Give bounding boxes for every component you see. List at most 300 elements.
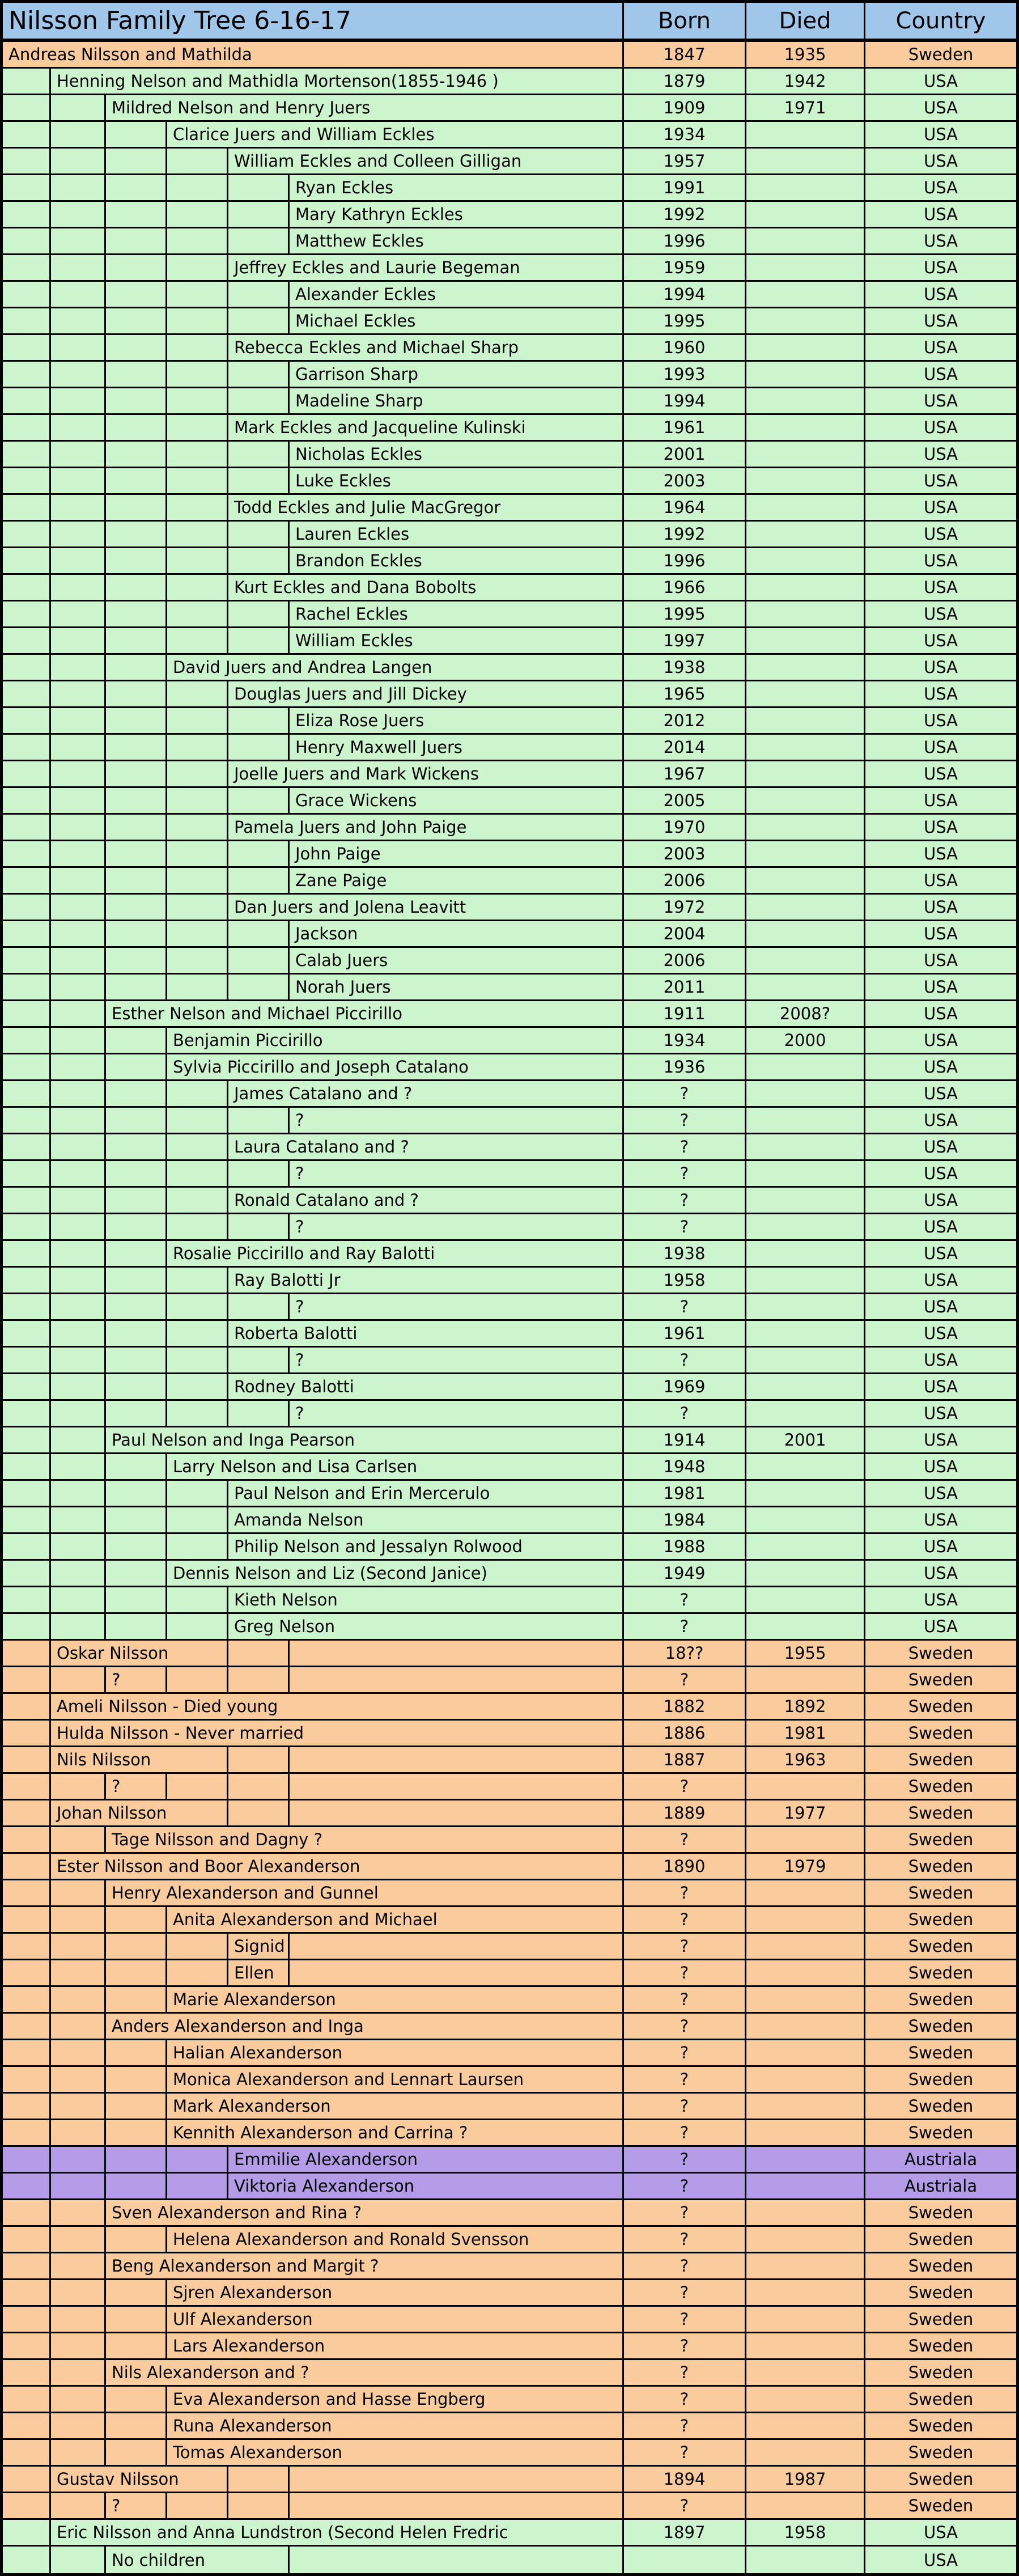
indent-cell[interactable] [106, 468, 167, 495]
died-cell[interactable] [746, 841, 865, 868]
empty-cell[interactable] [228, 1747, 290, 1774]
name-cell[interactable]: Ryan Eckles [290, 175, 624, 202]
indent-cell[interactable] [51, 2227, 106, 2253]
indent-cell[interactable] [51, 815, 106, 841]
country-cell[interactable]: USA [865, 841, 1016, 868]
name-cell[interactable]: Eric Nilsson and Anna Lundstron (Second Helen Fredric [51, 2520, 624, 2547]
country-cell[interactable]: Sweden [865, 1721, 1016, 1747]
indent-cell[interactable] [51, 2387, 106, 2413]
born-cell[interactable]: ? [624, 1987, 746, 2014]
indent-cell[interactable] [106, 149, 167, 175]
died-cell[interactable] [746, 1188, 865, 1214]
indent-cell[interactable] [51, 1374, 106, 1401]
died-cell[interactable]: 1977 [746, 1800, 865, 1827]
born-cell[interactable]: ? [624, 1934, 746, 1960]
indent-cell[interactable] [167, 1374, 228, 1401]
country-cell[interactable]: Sweden [865, 2067, 1016, 2094]
born-cell[interactable]: ? [624, 2120, 746, 2147]
born-cell[interactable]: ? [624, 2147, 746, 2174]
name-cell[interactable]: Zane Paige [290, 868, 624, 895]
name-cell[interactable]: Anita Alexanderson and Michael [167, 1907, 624, 1934]
born-cell[interactable]: ? [624, 2253, 746, 2280]
indent-cell[interactable] [167, 1081, 228, 1108]
name-cell[interactable]: Hulda Nilsson - Never married [51, 1721, 624, 1747]
died-cell[interactable]: 1892 [746, 1694, 865, 1721]
born-cell[interactable]: 1909 [624, 95, 746, 122]
indent-cell[interactable] [167, 948, 228, 975]
indent-cell[interactable] [167, 708, 228, 735]
indent-cell[interactable] [3, 2493, 51, 2520]
born-cell[interactable]: ? [624, 2094, 746, 2120]
empty-cell[interactable] [228, 2493, 290, 2520]
country-cell[interactable]: Sweden [865, 1960, 1016, 1987]
empty-cell[interactable] [290, 1774, 624, 1800]
indent-cell[interactable] [3, 2094, 51, 2120]
country-cell[interactable]: USA [865, 1028, 1016, 1054]
indent-cell[interactable] [228, 975, 290, 1001]
indent-cell[interactable] [3, 2333, 51, 2360]
name-cell[interactable]: Emmilie Alexanderson [228, 2147, 624, 2174]
born-cell[interactable]: ? [624, 1108, 746, 1134]
country-cell[interactable]: Sweden [865, 2467, 1016, 2493]
indent-cell[interactable] [51, 735, 106, 761]
country-cell[interactable]: Sweden [865, 1854, 1016, 1880]
born-cell[interactable]: ? [624, 1880, 746, 1907]
indent-cell[interactable] [167, 788, 228, 815]
name-cell[interactable]: Paul Nelson and Erin Mercerulo [228, 1481, 624, 1507]
died-cell[interactable] [746, 1507, 865, 1534]
died-cell[interactable] [746, 308, 865, 335]
indent-cell[interactable] [106, 2094, 167, 2120]
indent-cell[interactable] [106, 308, 167, 335]
indent-cell[interactable] [106, 2147, 167, 2174]
indent-cell[interactable] [3, 1880, 51, 1907]
indent-cell[interactable] [3, 1960, 51, 1987]
indent-cell[interactable] [106, 122, 167, 149]
born-cell[interactable]: 1993 [624, 362, 746, 388]
indent-cell[interactable] [106, 1401, 167, 1427]
country-cell[interactable]: USA [865, 95, 1016, 122]
indent-cell[interactable] [3, 735, 51, 761]
indent-cell[interactable] [167, 308, 228, 335]
born-cell[interactable]: 1948 [624, 1454, 746, 1481]
indent-cell[interactable] [3, 1721, 51, 1747]
died-cell[interactable] [746, 122, 865, 149]
born-cell[interactable]: 2001 [624, 442, 746, 468]
born-cell[interactable]: ? [624, 2387, 746, 2413]
indent-cell[interactable] [106, 1481, 167, 1507]
indent-cell[interactable] [51, 681, 106, 708]
indent-cell[interactable] [228, 1401, 290, 1427]
born-cell[interactable]: 2005 [624, 788, 746, 815]
born-cell[interactable]: ? [624, 1188, 746, 1214]
died-cell[interactable] [746, 1268, 865, 1294]
country-cell[interactable]: USA [865, 362, 1016, 388]
indent-cell[interactable] [3, 2120, 51, 2147]
indent-cell[interactable] [106, 228, 167, 255]
indent-cell[interactable] [167, 468, 228, 495]
born-cell[interactable]: 2006 [624, 868, 746, 895]
born-cell[interactable]: 1960 [624, 335, 746, 362]
name-cell[interactable]: Matthew Eckles [290, 228, 624, 255]
indent-cell[interactable] [51, 149, 106, 175]
indent-cell[interactable] [3, 495, 51, 522]
indent-cell[interactable] [51, 1294, 106, 1321]
indent-cell[interactable] [228, 202, 290, 228]
name-cell[interactable]: ? [290, 1161, 624, 1188]
name-cell[interactable]: Rosalie Piccirillo and Ray Balotti [167, 1241, 624, 1268]
indent-cell[interactable] [106, 2040, 167, 2067]
indent-cell[interactable] [51, 388, 106, 415]
indent-cell[interactable] [106, 2387, 167, 2413]
country-cell[interactable]: Sweden [865, 2227, 1016, 2253]
indent-cell[interactable] [3, 1481, 51, 1507]
country-cell[interactable]: USA [865, 1507, 1016, 1534]
indent-cell[interactable] [51, 1108, 106, 1134]
indent-cell[interactable] [106, 681, 167, 708]
indent-cell[interactable] [106, 2440, 167, 2467]
indent-cell[interactable] [167, 815, 228, 841]
indent-cell[interactable] [228, 948, 290, 975]
name-cell[interactable]: Marie Alexanderson [167, 1987, 624, 2014]
indent-cell[interactable] [106, 1907, 167, 1934]
indent-cell[interactable] [106, 815, 167, 841]
indent-cell[interactable] [3, 868, 51, 895]
indent-cell[interactable] [51, 2493, 106, 2520]
name-cell[interactable]: Pamela Juers and John Paige [228, 815, 624, 841]
indent-cell[interactable] [106, 1374, 167, 1401]
indent-cell[interactable] [106, 2413, 167, 2440]
indent-cell[interactable] [3, 1001, 51, 1028]
indent-cell[interactable] [106, 282, 167, 308]
indent-cell[interactable] [3, 548, 51, 575]
died-cell[interactable] [746, 2547, 865, 2573]
indent-cell[interactable] [167, 255, 228, 282]
name-cell[interactable]: Ester Nilsson and Boor Alexanderson [51, 1854, 624, 1880]
name-cell[interactable]: James Catalano and ? [228, 1081, 624, 1108]
born-cell[interactable]: ? [624, 2333, 746, 2360]
country-cell[interactable]: Sweden [865, 2440, 1016, 2467]
died-cell[interactable] [746, 921, 865, 948]
indent-cell[interactable] [3, 1374, 51, 1401]
indent-cell[interactable] [3, 1054, 51, 1081]
born-cell[interactable]: 1934 [624, 122, 746, 149]
indent-cell[interactable] [167, 1321, 228, 1348]
born-cell[interactable]: 18?? [624, 1641, 746, 1667]
died-cell[interactable] [746, 1348, 865, 1374]
born-cell[interactable]: 2006 [624, 948, 746, 975]
died-cell[interactable] [746, 522, 865, 548]
died-cell[interactable]: 1958 [746, 2520, 865, 2547]
indent-cell[interactable] [3, 1907, 51, 1934]
died-cell[interactable] [746, 335, 865, 362]
country-cell[interactable]: USA [865, 1321, 1016, 1348]
died-cell[interactable] [746, 2387, 865, 2413]
indent-cell[interactable] [3, 1614, 51, 1641]
indent-cell[interactable] [51, 522, 106, 548]
indent-cell[interactable] [3, 175, 51, 202]
indent-cell[interactable] [106, 1960, 167, 1987]
born-cell[interactable]: 1966 [624, 575, 746, 601]
indent-cell[interactable] [51, 2174, 106, 2200]
indent-cell[interactable] [106, 921, 167, 948]
died-cell[interactable] [746, 575, 865, 601]
indent-cell[interactable] [3, 2547, 51, 2573]
indent-cell[interactable] [51, 255, 106, 282]
name-cell[interactable]: Tomas Alexanderson [167, 2440, 624, 2467]
country-cell[interactable]: Sweden [865, 1880, 1016, 1907]
indent-cell[interactable] [106, 601, 167, 628]
country-cell[interactable]: USA [865, 1481, 1016, 1507]
died-cell[interactable] [746, 1934, 865, 1960]
died-cell[interactable]: 1979 [746, 1854, 865, 1880]
born-cell[interactable]: ? [624, 1960, 746, 1987]
name-cell[interactable]: Nils Nilsson [51, 1747, 228, 1774]
died-cell[interactable] [746, 2094, 865, 2120]
indent-cell[interactable] [3, 2200, 51, 2227]
indent-cell[interactable] [3, 815, 51, 841]
indent-cell[interactable] [3, 681, 51, 708]
born-cell[interactable]: ? [624, 2067, 746, 2094]
indent-cell[interactable] [167, 1134, 228, 1161]
indent-cell[interactable] [167, 975, 228, 1001]
born-cell[interactable]: ? [624, 1907, 746, 1934]
born-cell[interactable]: 1995 [624, 601, 746, 628]
name-cell[interactable]: Jeffrey Eckles and Laurie Begeman [228, 255, 624, 282]
indent-cell[interactable] [228, 468, 290, 495]
name-cell[interactable]: Eva Alexanderson and Hasse Engberg [167, 2387, 624, 2413]
died-cell[interactable]: 1955 [746, 1641, 865, 1667]
born-cell[interactable]: 1887 [624, 1747, 746, 1774]
country-cell[interactable]: Sweden [865, 2307, 1016, 2333]
indent-cell[interactable] [228, 362, 290, 388]
indent-cell[interactable] [167, 681, 228, 708]
indent-cell[interactable] [51, 1907, 106, 1934]
country-cell[interactable]: Sweden [865, 1694, 1016, 1721]
empty-cell[interactable] [167, 1774, 228, 1800]
died-cell[interactable] [746, 255, 865, 282]
country-cell[interactable]: USA [865, 1374, 1016, 1401]
indent-cell[interactable] [3, 1161, 51, 1188]
name-cell[interactable]: Larry Nelson and Lisa Carlsen [167, 1454, 624, 1481]
indent-cell[interactable] [3, 308, 51, 335]
indent-cell[interactable] [167, 1481, 228, 1507]
indent-cell[interactable] [106, 975, 167, 1001]
indent-cell[interactable] [106, 1587, 167, 1614]
born-cell[interactable]: 1991 [624, 175, 746, 202]
born-cell[interactable]: 1995 [624, 308, 746, 335]
died-cell[interactable] [746, 1374, 865, 1401]
died-cell[interactable] [746, 175, 865, 202]
indent-cell[interactable] [106, 948, 167, 975]
indent-cell[interactable] [51, 1507, 106, 1534]
died-cell[interactable] [746, 1241, 865, 1268]
indent-cell[interactable] [51, 362, 106, 388]
died-cell[interactable] [746, 1667, 865, 1694]
name-cell[interactable]: John Paige [290, 841, 624, 868]
died-cell[interactable] [746, 895, 865, 921]
indent-cell[interactable] [106, 1321, 167, 1348]
name-cell[interactable]: ? [290, 1108, 624, 1134]
indent-cell[interactable] [51, 2307, 106, 2333]
name-cell[interactable]: David Juers and Andrea Langen [167, 655, 624, 681]
name-cell[interactable]: Rebecca Eckles and Michael Sharp [228, 335, 624, 362]
died-cell[interactable] [746, 735, 865, 761]
indent-cell[interactable] [228, 548, 290, 575]
indent-cell[interactable] [51, 1268, 106, 1294]
indent-cell[interactable] [3, 255, 51, 282]
died-cell[interactable] [746, 1401, 865, 1427]
indent-cell[interactable] [51, 308, 106, 335]
born-cell[interactable]: ? [624, 1667, 746, 1694]
indent-cell[interactable] [51, 2067, 106, 2094]
indent-cell[interactable] [3, 202, 51, 228]
indent-cell[interactable] [106, 868, 167, 895]
name-cell[interactable]: Todd Eckles and Julie MacGregor [228, 495, 624, 522]
country-cell[interactable]: Sweden [865, 2493, 1016, 2520]
name-cell[interactable]: Lauren Eckles [290, 522, 624, 548]
name-cell[interactable]: Henry Alexanderson and Gunnel [106, 1880, 624, 1907]
indent-cell[interactable] [3, 1214, 51, 1241]
name-cell[interactable]: Halian Alexanderson [167, 2040, 624, 2067]
indent-cell[interactable] [106, 2120, 167, 2147]
indent-cell[interactable] [106, 1161, 167, 1188]
indent-cell[interactable] [106, 628, 167, 655]
indent-cell[interactable] [228, 1161, 290, 1188]
born-cell[interactable]: 1958 [624, 1268, 746, 1294]
indent-cell[interactable] [51, 442, 106, 468]
country-cell[interactable]: USA [865, 522, 1016, 548]
indent-cell[interactable] [3, 335, 51, 362]
born-cell[interactable]: 1949 [624, 1561, 746, 1587]
name-cell[interactable]: Henry Maxwell Juers [290, 735, 624, 761]
indent-cell[interactable] [51, 175, 106, 202]
indent-cell[interactable] [167, 202, 228, 228]
born-cell[interactable]: 2003 [624, 841, 746, 868]
empty-cell[interactable] [228, 1641, 290, 1667]
indent-cell[interactable] [51, 655, 106, 681]
name-cell[interactable]: Beng Alexanderson and Margit ? [106, 2253, 624, 2280]
indent-cell[interactable] [106, 1188, 167, 1214]
indent-cell[interactable] [3, 1987, 51, 2014]
country-cell[interactable]: USA [865, 2520, 1016, 2547]
born-cell[interactable]: 1886 [624, 1721, 746, 1747]
name-cell[interactable]: Paul Nelson and Inga Pearson [106, 1427, 624, 1454]
indent-cell[interactable] [106, 388, 167, 415]
name-cell[interactable]: Monica Alexanderson and Lennart Laursen [167, 2067, 624, 2094]
died-cell[interactable] [746, 948, 865, 975]
indent-cell[interactable] [106, 708, 167, 735]
indent-cell[interactable] [51, 708, 106, 735]
born-cell[interactable]: ? [624, 2014, 746, 2040]
indent-cell[interactable] [106, 255, 167, 282]
indent-cell[interactable] [51, 868, 106, 895]
indent-cell[interactable] [3, 2360, 51, 2387]
country-cell[interactable]: Sweden [865, 2200, 1016, 2227]
born-cell[interactable]: 1938 [624, 655, 746, 681]
indent-cell[interactable] [51, 1827, 106, 1854]
indent-cell[interactable] [3, 2440, 51, 2467]
indent-cell[interactable] [106, 362, 167, 388]
born-cell[interactable]: 1997 [624, 628, 746, 655]
name-cell[interactable]: Johan Nilsson [51, 1800, 228, 1827]
name-cell[interactable]: ? [290, 1294, 624, 1321]
empty-cell[interactable] [290, 1934, 624, 1960]
name-cell[interactable]: Sylvia Piccirillo and Joseph Catalano [167, 1054, 624, 1081]
indent-cell[interactable] [106, 495, 167, 522]
born-cell[interactable]: 1879 [624, 69, 746, 95]
died-cell[interactable] [746, 628, 865, 655]
empty-cell[interactable] [228, 2467, 290, 2493]
country-cell[interactable]: USA [865, 1134, 1016, 1161]
indent-cell[interactable] [3, 1641, 51, 1667]
indent-cell[interactable] [167, 2174, 228, 2200]
indent-cell[interactable] [3, 948, 51, 975]
name-cell[interactable]: Mark Eckles and Jacqueline Kulinski [228, 415, 624, 442]
born-cell[interactable]: ? [624, 1587, 746, 1614]
died-cell[interactable]: 1935 [746, 42, 865, 69]
indent-cell[interactable] [167, 175, 228, 202]
indent-cell[interactable] [167, 388, 228, 415]
indent-cell[interactable] [167, 1614, 228, 1641]
born-cell[interactable]: 1914 [624, 1427, 746, 1454]
name-cell[interactable]: Runa Alexanderson [167, 2413, 624, 2440]
indent-cell[interactable] [228, 308, 290, 335]
indent-cell[interactable] [167, 575, 228, 601]
country-cell[interactable]: Sweden [865, 1800, 1016, 1827]
born-cell[interactable]: ? [624, 2307, 746, 2333]
died-cell[interactable] [746, 1907, 865, 1934]
country-cell[interactable]: USA [865, 948, 1016, 975]
country-cell[interactable]: USA [865, 548, 1016, 575]
indent-cell[interactable] [167, 1934, 228, 1960]
indent-cell[interactable] [3, 1134, 51, 1161]
born-cell[interactable]: 2012 [624, 708, 746, 735]
indent-cell[interactable] [3, 1401, 51, 1427]
name-cell[interactable]: Calab Juers [290, 948, 624, 975]
died-cell[interactable] [746, 761, 865, 788]
indent-cell[interactable] [106, 575, 167, 601]
name-cell[interactable]: Helena Alexanderson and Ronald Svensson [167, 2227, 624, 2253]
indent-cell[interactable] [51, 975, 106, 1001]
empty-cell[interactable] [290, 1641, 624, 1667]
name-cell[interactable]: Ronald Catalano and ? [228, 1188, 624, 1214]
died-cell[interactable] [746, 2067, 865, 2094]
country-cell[interactable]: Sweden [865, 2014, 1016, 2040]
died-cell[interactable] [746, 2147, 865, 2174]
name-cell[interactable]: Nils Alexanderson and ? [106, 2360, 624, 2387]
empty-cell[interactable] [167, 2493, 228, 2520]
indent-cell[interactable] [106, 1294, 167, 1321]
name-cell[interactable]: Amanda Nelson [228, 1507, 624, 1534]
country-cell[interactable]: USA [865, 202, 1016, 228]
indent-cell[interactable] [3, 228, 51, 255]
country-cell[interactable]: USA [865, 681, 1016, 708]
indent-cell[interactable] [106, 1134, 167, 1161]
indent-cell[interactable] [51, 122, 106, 149]
indent-cell[interactable] [167, 1534, 228, 1561]
indent-cell[interactable] [51, 1054, 106, 1081]
indent-cell[interactable] [228, 228, 290, 255]
indent-cell[interactable] [51, 1481, 106, 1507]
indent-cell[interactable] [3, 2174, 51, 2200]
name-cell[interactable]: Benjamin Piccirillo [167, 1028, 624, 1054]
born-cell[interactable]: 2011 [624, 975, 746, 1001]
name-cell[interactable]: William Eckles and Colleen Gilligan [228, 149, 624, 175]
indent-cell[interactable] [51, 788, 106, 815]
name-cell[interactable]: Norah Juers [290, 975, 624, 1001]
died-cell[interactable] [746, 2253, 865, 2280]
